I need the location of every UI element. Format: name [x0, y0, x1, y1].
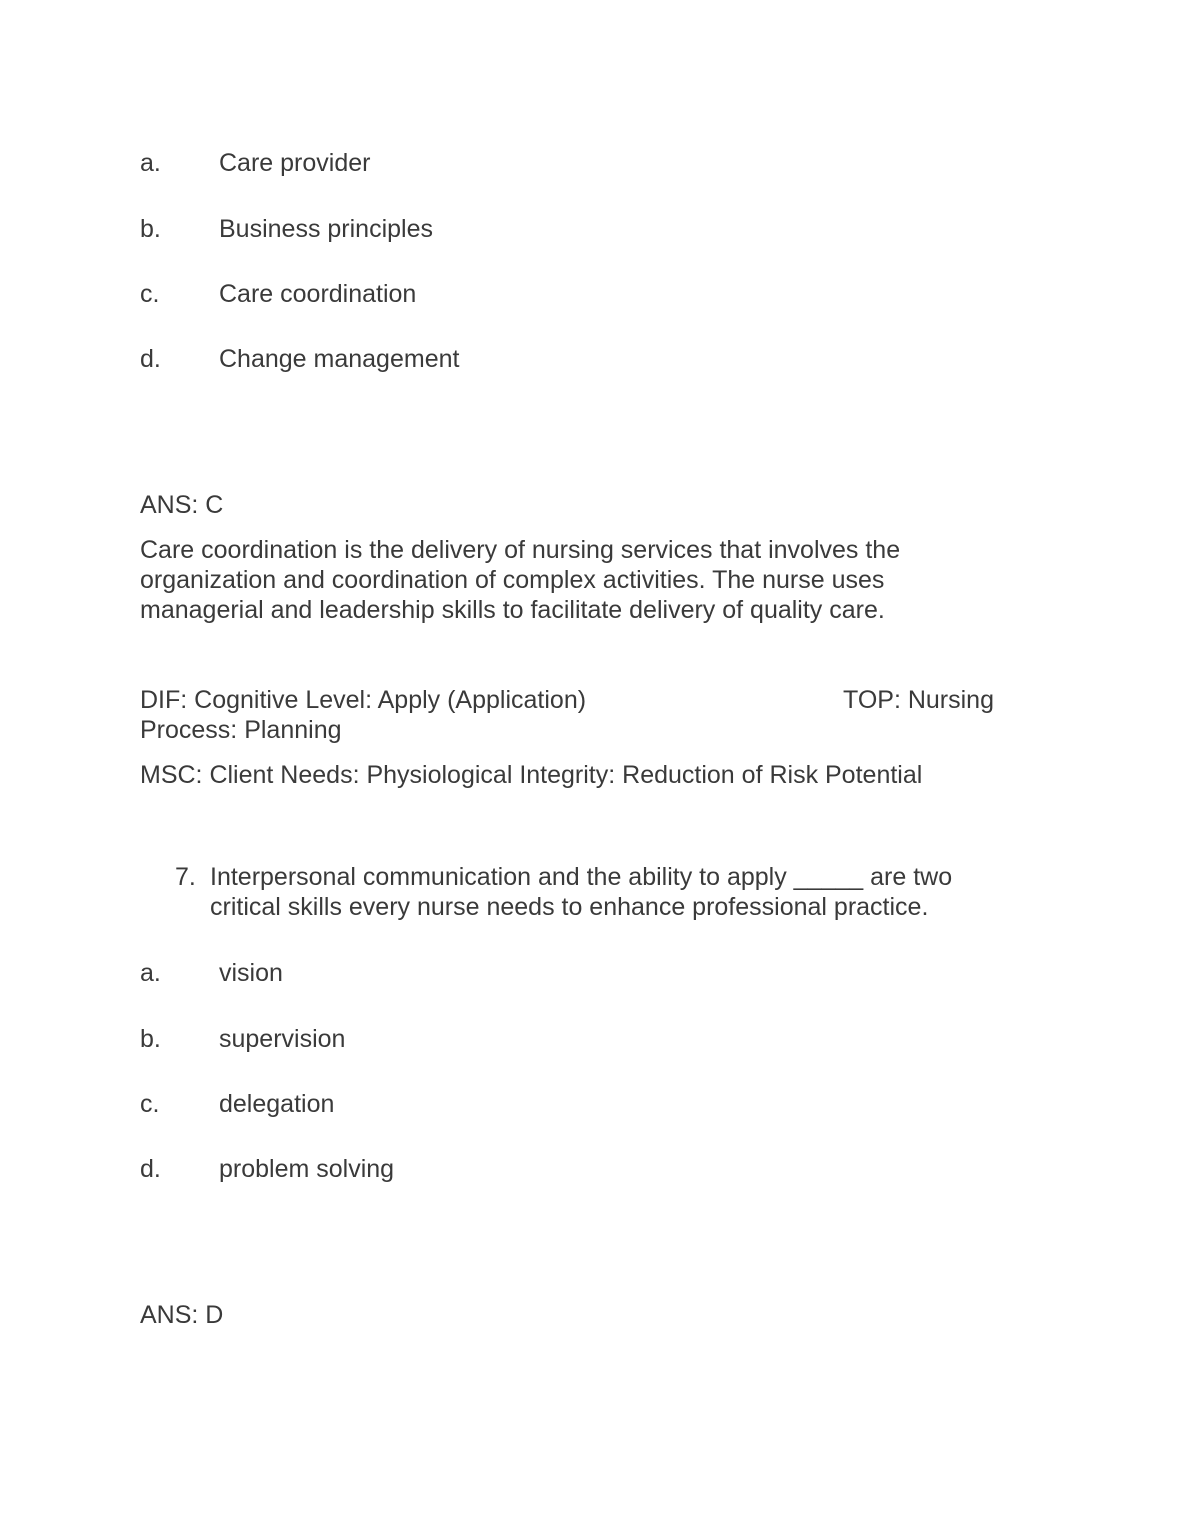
top-continuation: Process: Planning: [140, 716, 342, 744]
option-letter: b.: [140, 1025, 161, 1053]
option-letter: a.: [140, 149, 161, 177]
question-stem-line: critical skills every nurse needs to enhance professional practice.: [210, 893, 929, 921]
option-letter: b.: [140, 215, 161, 243]
option-letter: d.: [140, 345, 161, 373]
option-text: problem solving: [219, 1155, 395, 1183]
top-label: TOP: Nursing: [843, 686, 994, 714]
rationale-line: organization and coordination of complex activities. The nurse uses: [140, 566, 885, 594]
question-stem-line: Interpersonal communication and the ability to apply _____ are two: [210, 863, 953, 891]
option-text: delegation: [219, 1090, 335, 1118]
option-text: supervision: [219, 1025, 346, 1053]
option-text: vision: [219, 959, 283, 987]
option-letter: c.: [140, 280, 160, 308]
option-text: Care coordination: [219, 280, 417, 308]
option-text: Business principles: [219, 215, 433, 243]
option-text: Change management: [219, 345, 460, 373]
option-letter: a.: [140, 959, 161, 987]
dif-label: DIF: Cognitive Level: Apply (Application): [140, 686, 587, 714]
rationale-line: Care coordination is the delivery of nursing services that involves the: [140, 536, 901, 564]
option-letter: c.: [140, 1090, 160, 1118]
q6-answer: ANS: C: [140, 491, 224, 519]
option-letter: d.: [140, 1155, 161, 1183]
msc-label: MSC: Client Needs: Physiological Integrity: Reduction of Risk Potential: [140, 761, 923, 789]
question-number: 7.: [175, 863, 196, 891]
q7-answer: ANS: D: [140, 1301, 224, 1329]
option-text: Care provider: [219, 149, 371, 177]
rationale-line: managerial and leadership skills to facilitate delivery of quality care.: [140, 596, 885, 624]
